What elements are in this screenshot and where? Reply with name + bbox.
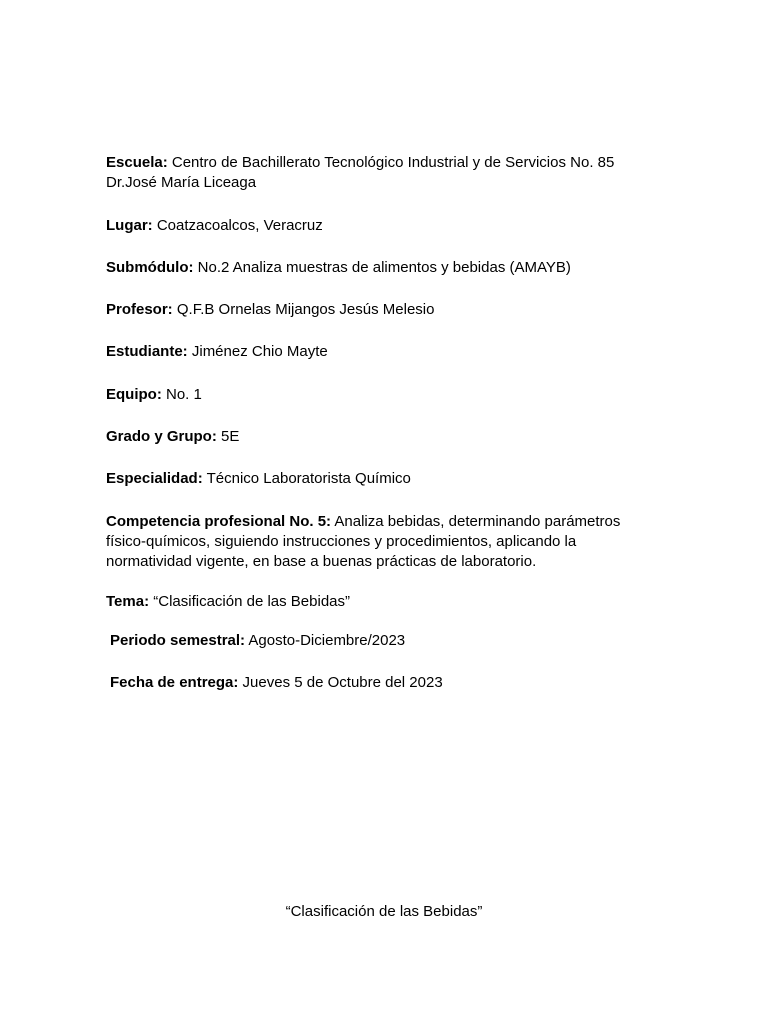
field-tema bbox=[106, 592, 646, 612]
field-grado-grupo bbox=[106, 427, 646, 447]
field-periodo bbox=[110, 631, 650, 651]
field-label: Lugar: bbox=[106, 217, 153, 234]
field-especialidad bbox=[106, 469, 646, 489]
field-value: 5E bbox=[221, 428, 240, 445]
field-value: Agosto-Diciembre/2023 bbox=[248, 632, 406, 649]
field-value: Centro de Bachillerato Tecnológico Industrial y de Servicios No. 85 Dr.José María Liceaga bbox=[106, 154, 615, 191]
field-value: Jiménez Chio Mayte bbox=[191, 343, 328, 360]
field-label: Estudiante: bbox=[106, 343, 188, 360]
field-value: Q.F.B Ornelas Mijangos Jesús Melesio bbox=[176, 301, 435, 318]
field-value: “Clasificación de las Bebidas” bbox=[153, 593, 351, 610]
field-value: Coatzacoalcos, Veracruz bbox=[156, 217, 323, 234]
field-value: Analiza bebidas, determinando parámetros físico-químicos, siguiendo instrucciones y procedimientos, aplicando la normatividad vigente, en base a buenas prácticas de laboratorio. bbox=[106, 513, 621, 570]
field-label: Periodo semestral: bbox=[110, 632, 246, 649]
field-label: Especialidad: bbox=[106, 470, 203, 487]
field-estudiante bbox=[106, 342, 646, 362]
field-value: Jueves 5 de Octubre del 2023 bbox=[242, 674, 443, 691]
field-label: Fecha de entrega: bbox=[110, 674, 239, 691]
field-label: Profesor: bbox=[106, 301, 173, 318]
footer-title: “Clasificación de las Bebidas” bbox=[285, 903, 483, 920]
field-equipo bbox=[106, 385, 646, 405]
field-profesor bbox=[106, 300, 646, 320]
field-label: Competencia profesional No. 5: bbox=[106, 513, 332, 530]
field-label: Grado y Grupo: bbox=[106, 428, 217, 445]
field-submodulo bbox=[106, 258, 646, 278]
field-value: Técnico Laboratorista Químico bbox=[206, 470, 411, 487]
field-label: Equipo: bbox=[106, 386, 162, 403]
field-escuela bbox=[106, 153, 646, 193]
field-label: Tema: bbox=[106, 593, 150, 610]
field-value: No.2 Analiza muestras de alimentos y bebidas (AMAYB) bbox=[197, 259, 571, 276]
field-fecha bbox=[110, 673, 650, 693]
field-competencia bbox=[106, 512, 646, 572]
field-value: No. 1 bbox=[166, 386, 202, 403]
field-label: Escuela: bbox=[106, 154, 168, 171]
field-lugar bbox=[106, 216, 646, 236]
field-label: Submódulo: bbox=[106, 259, 194, 276]
